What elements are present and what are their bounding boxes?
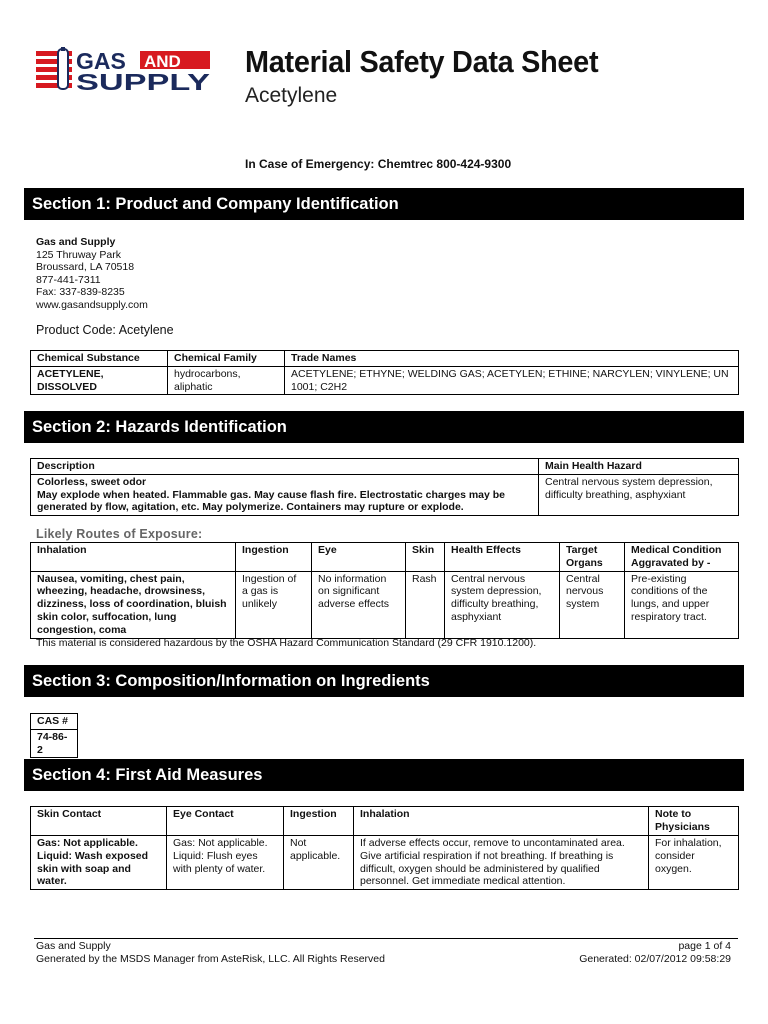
company-phone: 877-441-7311 (36, 273, 101, 286)
routes-title: Likely Routes of Exposure: (36, 527, 203, 541)
section-3-heading: Section 3: Composition/Information on Ingredients (24, 665, 744, 697)
table-header: Medical Condition Aggravated by - (625, 543, 739, 572)
table-row (31, 571, 739, 638)
section-2-heading: Section 2: Hazards Identification (24, 411, 744, 443)
table-cell: No information on significant adverse effects (312, 571, 406, 638)
logo-gas-text: GAS (76, 48, 126, 74)
table-header-row (31, 807, 739, 836)
table-row (31, 729, 78, 758)
table-header: Ingestion (284, 807, 354, 836)
footer-company: Gas and Supply (36, 940, 111, 952)
table-header: Eye (312, 543, 406, 572)
page-title: Material Safety Data Sheet (245, 44, 599, 79)
table-cell: Rash (406, 571, 445, 638)
logo-supply-text: SUPPLY (76, 69, 210, 93)
company-name: Gas and Supply (36, 236, 116, 248)
table-header: Skin Contact (31, 807, 167, 836)
table-header: Health Effects (445, 543, 560, 572)
table-cell: Central nervous system depression, difficulty breathing, asphyxiant (445, 571, 560, 638)
table-header: Inhalation (354, 807, 649, 836)
footer-generated-at: Generated: 02/07/2012 09:58:29 (579, 952, 731, 965)
table-cell: For inhalation, consider oxygen. (649, 836, 739, 890)
hazard-odor: Colorless, sweet odor (37, 475, 147, 488)
company-address: 125 Thruway Park (36, 248, 122, 261)
table-header: Skin (406, 543, 445, 572)
table-header: Chemical Substance (31, 351, 168, 367)
footer-generated-by: Generated by the MSDS Manager from AsteRisk, LLC. All Rights Reserved (36, 952, 385, 965)
table-header: Ingestion (236, 543, 312, 572)
table-header: Target Organs (560, 543, 625, 572)
footer-right (579, 940, 731, 965)
table-cell: Central nervous system (560, 571, 625, 638)
exposure-routes-table (30, 542, 739, 639)
table-header-row (31, 543, 739, 572)
table-header: Chemical Family (168, 351, 285, 367)
osha-note: This material is considered hazardous by the OSHA Hazard Communication Standard (29 CFR 1910.1200). (36, 637, 537, 649)
table-header: Note to Physicians (649, 807, 739, 836)
hazard-description: May explode when heated. Flammable gas. May cause flash fire. Electrostatic charges may be generated by flow, agitation, etc. May polymerize. Containers may rupture or explode. (37, 488, 506, 514)
logo-and-text: AND (144, 52, 181, 71)
table-header-row (31, 459, 739, 475)
page-number: page 1 of 4 (678, 940, 731, 952)
table-header: Inhalation (31, 543, 236, 572)
company-website: www.gasandsupply.com (36, 298, 148, 311)
table-cell: ACETYLENE; ETHYNE; WELDING GAS; ACETYLEN; ETHINE; NARCYLEN; VINYLENE; UN 1001; C2H2 (285, 366, 739, 395)
table-cell: 74-86-2 (31, 729, 78, 758)
table-row (31, 836, 739, 890)
table-header-row (31, 714, 78, 730)
footer-left (36, 940, 385, 965)
company-fax: Fax: 337-839-8235 (36, 286, 125, 299)
section-1-heading: Section 1: Product and Company Identification (24, 188, 744, 220)
table-header-row (31, 351, 739, 367)
product-code: Product Code: Acetylene (36, 323, 174, 337)
table-cell: Gas: Not applicable. Liquid: Wash exposed skin with soap and water. (31, 836, 167, 890)
table-cell (31, 474, 539, 515)
table-header: Main Health Hazard (539, 459, 739, 475)
cas-table (30, 713, 78, 758)
first-aid-table (30, 806, 739, 890)
footer-divider (34, 938, 738, 939)
table-cell: Nausea, vomiting, chest pain, wheezing, headache, drowsiness, dizziness, loss of coordination, bluish skin color, suffocation, lung congestion, coma (31, 571, 236, 638)
table-header: Description (31, 459, 539, 475)
emergency-contact: In Case of Emergency: Chemtrec 800-424-9300 (245, 157, 512, 171)
company-logo (36, 47, 214, 93)
page-subtitle: Acetylene (245, 84, 338, 107)
table-cell: Central nervous system depression, difficulty breathing, asphyxiant (539, 474, 739, 515)
table-cell: ACETYLENE, DISSOLVED (31, 366, 168, 395)
table-header: Trade Names (285, 351, 739, 367)
company-city: Broussard, LA 70518 (36, 261, 135, 274)
table-row (31, 474, 739, 515)
table-header: CAS # (31, 714, 78, 730)
section-4-heading: Section 4: First Aid Measures (24, 759, 744, 791)
table-cell: hydrocarbons, aliphatic (168, 366, 285, 395)
table-row (31, 366, 739, 395)
table-cell: If adverse effects occur, remove to uncontaminated area. Give artificial respiration if not breathing. If breathing is difficult, oxygen should be administered by qualified personnel. Get immediate medical attention. (354, 836, 649, 890)
table-cell: Not applicable. (284, 836, 354, 890)
table-cell: Gas: Not applicable. Liquid: Flush eyes with plenty of water. (167, 836, 284, 890)
table-cell: Ingestion of a gas is unlikely (236, 571, 312, 638)
table-header: Eye Contact (167, 807, 284, 836)
table-cell: Pre-existing conditions of the lungs, and upper respiratory tract. (625, 571, 739, 638)
product-table (30, 350, 739, 395)
hazard-description-table (30, 458, 739, 516)
company-block (36, 236, 148, 312)
